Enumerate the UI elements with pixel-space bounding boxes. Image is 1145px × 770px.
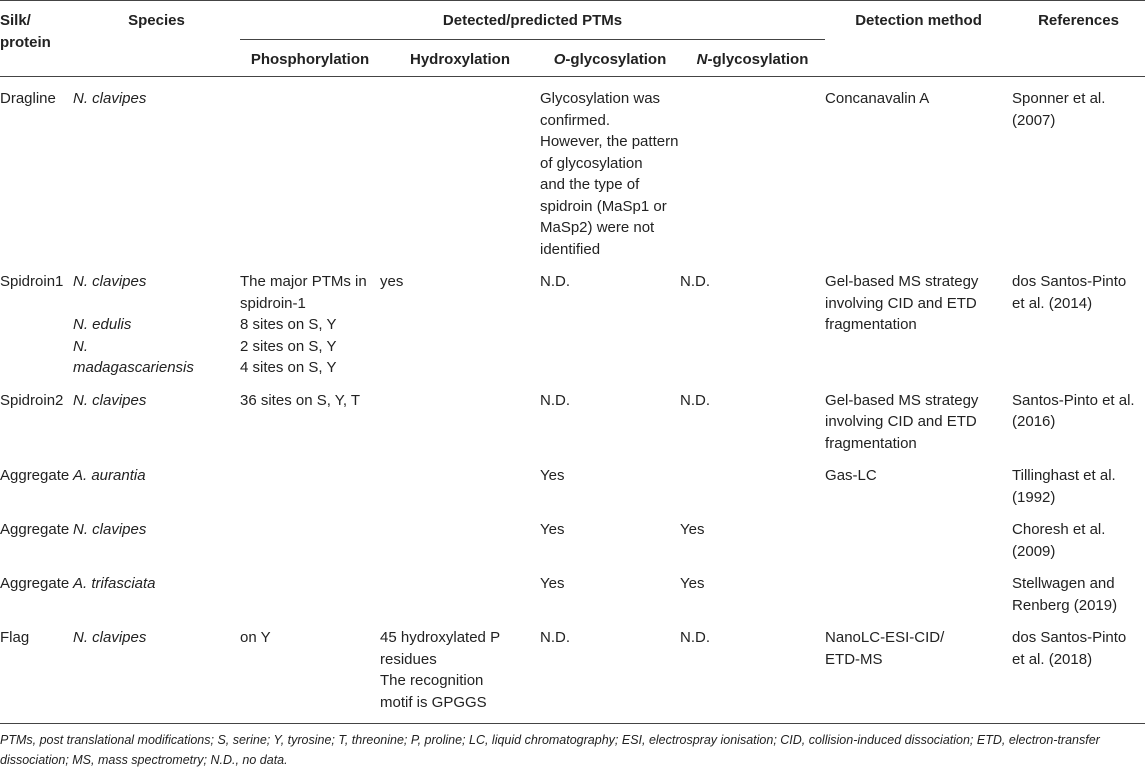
cell-species <box>73 562 240 616</box>
cell-species <box>73 454 240 508</box>
table-row <box>0 77 1145 261</box>
cell-reference <box>1012 260 1145 379</box>
cell-silk <box>0 508 73 562</box>
cell-detection-method-line: Gel-based MS strategy <box>825 391 979 409</box>
cell-detection-method <box>825 616 1012 724</box>
table-row <box>0 454 1145 508</box>
cell-detection-method <box>825 379 1012 455</box>
cell-o-glycosylation-line: However, the pattern of glycosylation <box>540 133 679 172</box>
table-row <box>0 379 1145 455</box>
cell-silk-text: Aggregate <box>0 575 70 592</box>
table-row <box>0 616 1145 724</box>
cell-phosphorylation <box>240 260 380 379</box>
cell-detection-method-line: Gas-LC <box>825 467 877 484</box>
cell-detection-method-line: Gel-based MS strategy <box>825 273 979 290</box>
cell-phosphorylation <box>240 616 380 724</box>
cell-silk <box>0 454 73 508</box>
header-phosphorylation: Phosphorylation <box>240 39 380 77</box>
cell-n-glycosylation-line: Yes <box>680 521 705 538</box>
cell-species-line: N. clavipes <box>73 90 147 107</box>
cell-detection-method <box>825 454 1012 508</box>
cell-o-glycosylation <box>540 260 680 379</box>
cell-species-line: N. clavipes <box>73 521 147 538</box>
cell-species-line: madagascariensis <box>73 359 194 376</box>
cell-n-glycosylation <box>680 616 825 724</box>
cell-hydroxylation <box>380 379 540 455</box>
cell-phosphorylation-line: 36 sites on S, Y, T <box>240 391 361 409</box>
cell-species <box>73 260 240 379</box>
cell-hydroxylation-line: residues <box>380 650 437 668</box>
cell-n-glycosylation <box>680 260 825 379</box>
cell-o-glycosylation-line: and the type of spidroin (MaSp1 or <box>540 176 667 215</box>
cell-o-glycosylation-line: Yes <box>540 467 565 484</box>
cell-phosphorylation-line: 8 sites on S, Y <box>240 316 337 333</box>
cell-phosphorylation <box>240 77 380 261</box>
table-row <box>0 508 1145 562</box>
cell-hydroxylation-line: 45 hydroxylated P <box>380 629 501 646</box>
cell-species <box>73 379 240 455</box>
table-row <box>0 260 1145 379</box>
cell-phosphorylation-line: spidroin-1 <box>240 294 306 312</box>
cell-silk <box>0 379 73 455</box>
cell-o-glycosylation <box>540 616 680 724</box>
cell-detection-method-line: fragmentation <box>825 434 917 452</box>
cell-phosphorylation <box>240 454 380 508</box>
cell-o-glycosylation-line: N.D. <box>540 391 570 409</box>
cell-detection-method-line: Concanavalin A <box>825 90 930 107</box>
cell-detection-method <box>825 508 1012 562</box>
header-o-prefix: O <box>553 50 566 68</box>
header-n-prefix: N <box>696 50 708 68</box>
cell-silk-text: Flag <box>0 629 30 646</box>
cell-hydroxylation <box>380 260 540 379</box>
cell-reference-line: Renberg (2019) <box>1012 596 1118 614</box>
cell-hydroxylation-line: motif is GPGGS <box>380 693 487 711</box>
cell-silk <box>0 260 73 379</box>
cell-o-glycosylation <box>540 562 680 616</box>
table-row <box>0 562 1145 616</box>
header-detection-method: Detection method <box>825 1 1012 77</box>
cell-phosphorylation <box>240 379 380 455</box>
cell-silk-text: Dragline <box>0 90 56 107</box>
cell-reference-line: (2007) <box>1012 111 1056 129</box>
cell-reference <box>1012 616 1145 724</box>
cell-silk-text: Spidroin2 <box>0 391 64 409</box>
cell-reference-line: Sponner et al. <box>1012 90 1106 107</box>
cell-phosphorylation <box>240 508 380 562</box>
cell-reference <box>1012 508 1145 562</box>
cell-n-glycosylation-line: Yes <box>680 575 705 592</box>
header-o-rest: -glycosylation <box>565 50 667 68</box>
cell-species-line <box>73 293 240 315</box>
cell-detection-method-line: fragmentation <box>825 316 917 333</box>
header-n-rest: -glycosylation <box>707 50 809 68</box>
cell-reference <box>1012 454 1145 508</box>
cell-detection-method-line: NanoLC-ESI-CID/ <box>825 629 945 646</box>
cell-reference-line: Choresh et al. <box>1012 521 1106 538</box>
cell-hydroxylation <box>380 454 540 508</box>
cell-reference <box>1012 77 1145 261</box>
header-species: Species <box>73 1 240 77</box>
header-silk-line2: protein <box>0 33 51 51</box>
cell-o-glycosylation <box>540 77 680 261</box>
header-references: References <box>1012 1 1145 77</box>
cell-n-glycosylation-line: N.D. <box>680 391 710 409</box>
cell-o-glycosylation <box>540 454 680 508</box>
cell-hydroxylation-line: yes <box>380 273 404 290</box>
cell-hydroxylation <box>380 77 540 261</box>
cell-n-glycosylation <box>680 454 825 508</box>
cell-o-glycosylation-line: N.D. <box>540 629 570 646</box>
cell-reference <box>1012 379 1145 455</box>
cell-phosphorylation <box>240 562 380 616</box>
cell-hydroxylation <box>380 508 540 562</box>
cell-reference-line: et al. (2018) <box>1012 650 1093 668</box>
cell-species-line: N. clavipes <box>73 391 147 409</box>
cell-species-line: N. edulis <box>73 316 132 333</box>
cell-species <box>73 77 240 261</box>
header-silk-protein <box>0 1 73 77</box>
cell-silk <box>0 77 73 261</box>
cell-o-glycosylation-line: Yes <box>540 575 565 592</box>
cell-hydroxylation <box>380 616 540 724</box>
cell-reference-line: (1992) <box>1012 488 1056 506</box>
cell-species-line: N. <box>73 337 88 355</box>
table-footnote: PTMs, post translational modifications; S, serine; Y, tyrosine; T, threonine; P, proline; LC, liquid chromatography; ESI, electrospray ionisation; CID, collision-induced dissociation; ETD, electron-transfer dissociation; MS, mass spectrometry; N.D., no data. <box>0 733 1100 767</box>
cell-o-glycosylation-line: MaSp2) were not identified <box>540 219 655 258</box>
cell-phosphorylation-line: 4 sites on S, Y <box>240 359 337 376</box>
header-ptm-group: Detected/predicted PTMs <box>240 1 825 40</box>
cell-reference <box>1012 562 1145 616</box>
cell-silk-text: Spidroin1 <box>0 273 64 290</box>
cell-reference-line: (2016) <box>1012 413 1056 430</box>
cell-n-glycosylation <box>680 562 825 616</box>
cell-species-line: N. clavipes <box>73 629 147 646</box>
cell-species-line: N. clavipes <box>73 273 147 290</box>
cell-species-line: A. aurantia <box>73 467 146 484</box>
cell-detection-method <box>825 260 1012 379</box>
cell-o-glycosylation-line: Yes <box>540 521 565 538</box>
cell-reference-line: Tillinghast et al. <box>1012 467 1116 484</box>
cell-o-glycosylation <box>540 379 680 455</box>
cell-n-glycosylation <box>680 508 825 562</box>
cell-o-glycosylation <box>540 508 680 562</box>
cell-reference-line: et al. (2014) <box>1012 294 1093 312</box>
header-n-glycosylation <box>680 39 825 77</box>
cell-detection-method-line: involving CID and ETD <box>825 294 977 312</box>
header-o-glycosylation <box>540 39 680 77</box>
cell-silk-text: Aggregate <box>0 521 70 538</box>
cell-o-glycosylation-line: N.D. <box>540 273 570 290</box>
cell-hydroxylation-line: The recognition <box>380 672 484 689</box>
header-silk-line1: Silk/ <box>0 12 31 29</box>
cell-species <box>73 508 240 562</box>
cell-n-glycosylation <box>680 379 825 455</box>
cell-reference-line: Santos-Pinto et al. <box>1012 391 1135 409</box>
cell-phosphorylation-line: 2 sites on S, Y <box>240 337 337 355</box>
cell-reference-line: dos Santos-Pinto <box>1012 629 1127 646</box>
cell-phosphorylation-line: on Y <box>240 629 271 646</box>
cell-detection-method <box>825 562 1012 616</box>
cell-species <box>73 616 240 724</box>
cell-silk <box>0 562 73 616</box>
cell-detection-method-line: involving CID and ETD <box>825 413 977 430</box>
cell-n-glycosylation <box>680 77 825 261</box>
cell-detection-method <box>825 77 1012 261</box>
cell-silk <box>0 616 73 724</box>
cell-reference-line: Stellwagen and <box>1012 575 1115 592</box>
cell-hydroxylation <box>380 562 540 616</box>
cell-reference-line: dos Santos-Pinto <box>1012 273 1127 290</box>
header-hydroxylation: Hydroxylation <box>380 39 540 77</box>
cell-species-line: A. trifasciata <box>73 575 156 592</box>
cell-silk-text: Aggregate <box>0 467 70 484</box>
cell-o-glycosylation-line: Glycosylation was confirmed. <box>540 90 661 129</box>
cell-reference-line: (2009) <box>1012 542 1056 560</box>
table-body <box>0 77 1145 724</box>
cell-phosphorylation-line: The major PTMs in <box>240 273 367 290</box>
cell-n-glycosylation-line: N.D. <box>680 629 710 646</box>
cell-n-glycosylation-line: N.D. <box>680 273 710 290</box>
cell-detection-method-line: ETD-MS <box>825 650 883 668</box>
